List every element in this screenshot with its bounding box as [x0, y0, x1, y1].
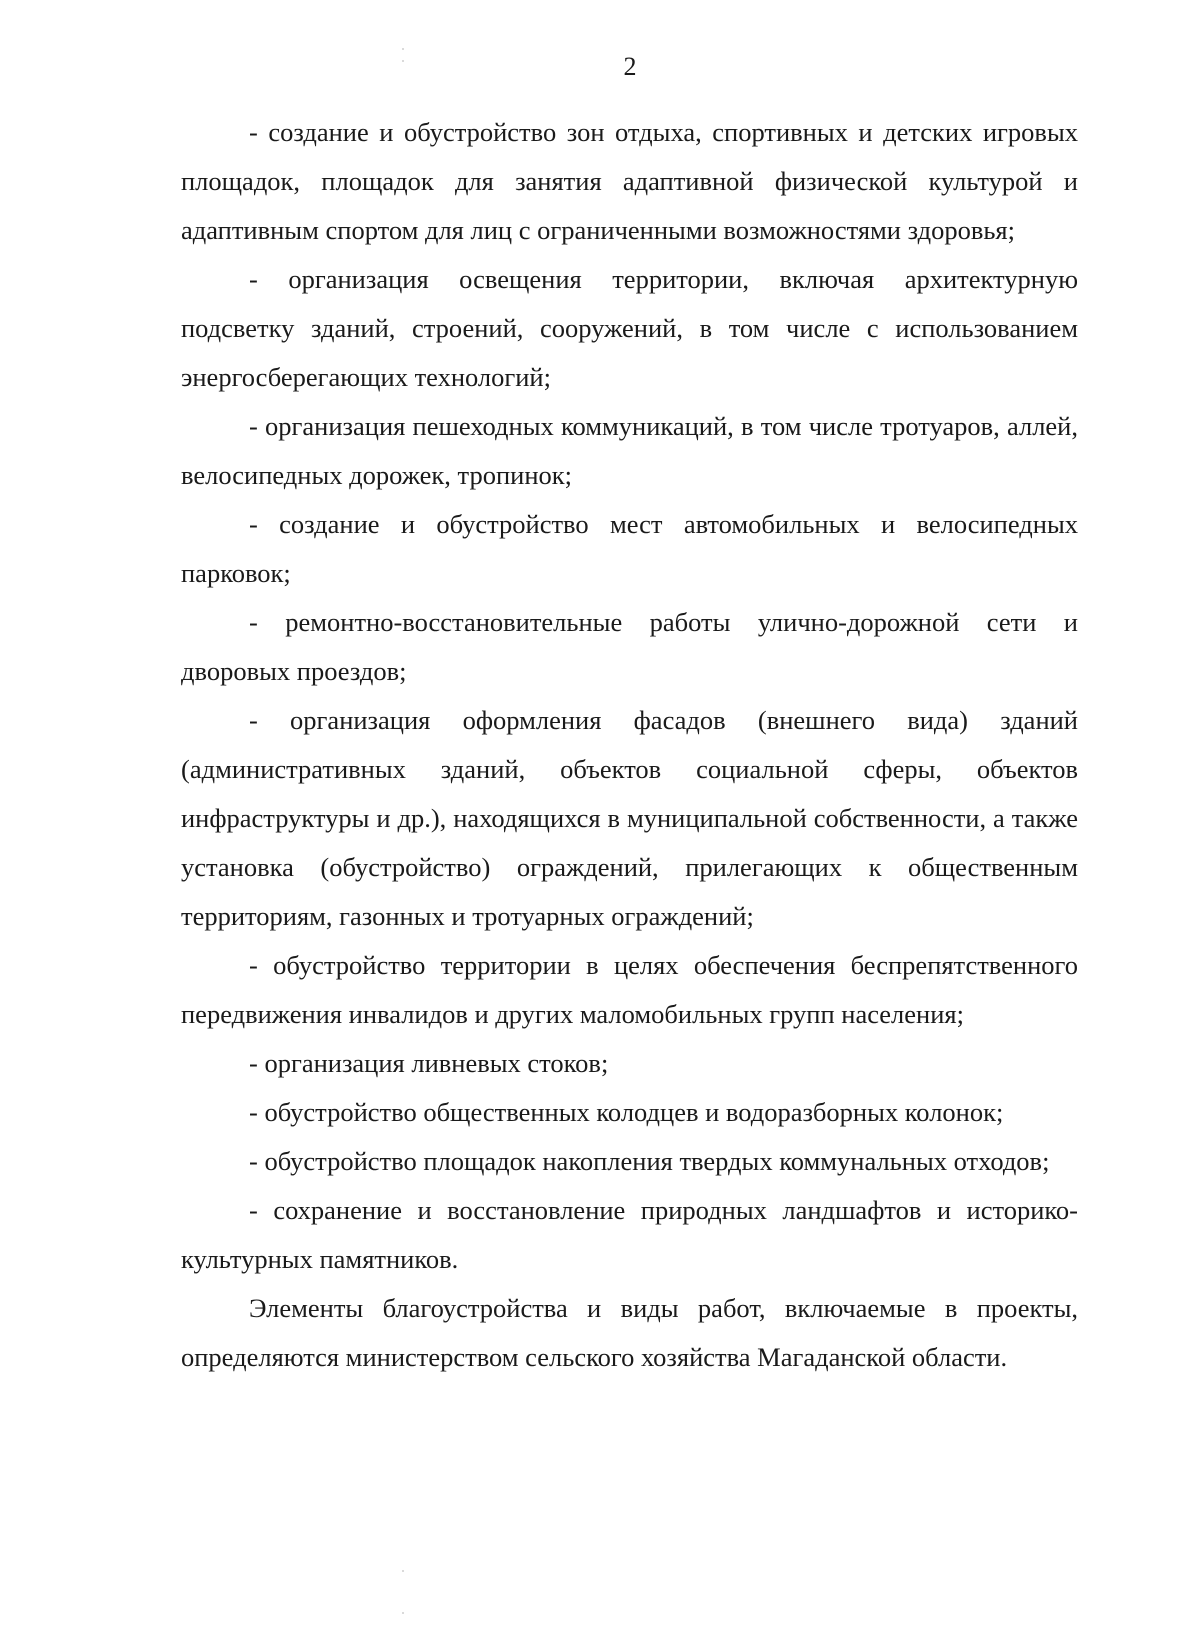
paragraph-road-repair: - ремонтно-восстановительные работы улично-дорожной сети и дворовых проездов; [181, 607, 1078, 686]
paragraph-facades: - организация оформления фасадов (внешнего вида) зданий (административных зданий, объектов социальной сферы, объектов инфраструктуры и др.), находящихся в муниципальной собственности, а также установка (обустройство) ограждений, прилегающих к общественным территориям, газонных и тротуарных ограждений; [181, 705, 1078, 931]
paragraph-storm-drains: - организация ливневых стоков; [249, 1048, 609, 1078]
paragraph-recreation-zones: - создание и обустройство зон отдыха, спортивных и детских игровых площадок, площадок для занятия адаптивной физической культурой и адаптивным спортом для лиц с ограниченными возможностями здоровья; [181, 117, 1078, 245]
paragraph-parking: - создание и обустройство мест автомобильных и велосипедных парковок; [181, 509, 1078, 588]
paragraph-lighting: - организация освещения территории, включая архитектурную подсветку зданий, строений, сооружений, в том числе с использованием энергосберегающих технологий; [181, 264, 1078, 392]
document-body [181, 108, 1078, 1382]
scan-artifact [402, 48, 404, 50]
paragraph-conclusion: Элементы благоустройства и виды работ, включаемые в проекты, определяются министерством сельского хозяйства Магаданской области. [181, 1293, 1078, 1372]
paragraph-pedestrian: - организация пешеходных коммуникаций, в том числе тротуаров, аллей, велосипедных дорожек, тропинок; [181, 411, 1078, 490]
scan-artifact [402, 1570, 404, 1572]
paragraph-wells: - обустройство общественных колодцев и водоразборных колонок; [249, 1097, 1004, 1127]
paragraph-waste-sites: - обустройство площадок накопления твердых коммунальных отходов; [249, 1146, 1050, 1176]
paragraph-accessibility: - обустройство территории в целях обеспечения беспрепятственного передвижения инвалидов и других маломобильных групп населения; [181, 950, 1078, 1029]
paragraph-landscapes: - сохранение и восстановление природных ландшафтов и историко-культурных памятников. [181, 1195, 1078, 1274]
page-number: 2 [623, 52, 637, 81]
scan-artifact [402, 1612, 404, 1614]
